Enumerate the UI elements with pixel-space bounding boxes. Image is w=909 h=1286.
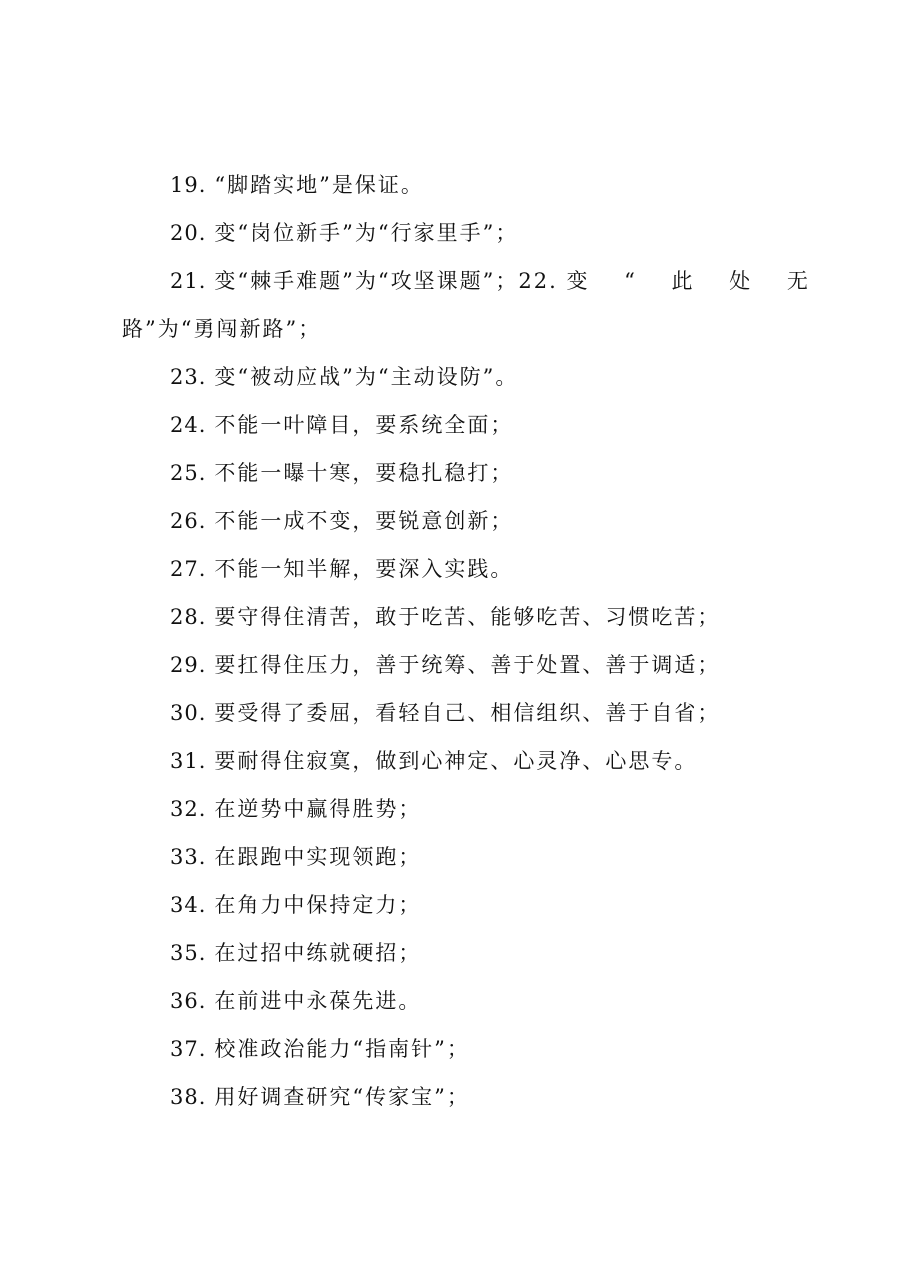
item-text: 在角力中保持定力；	[214, 893, 422, 917]
item-number: 26.	[170, 509, 207, 533]
list-item-38	[170, 1082, 470, 1112]
list-item-23	[170, 362, 518, 392]
list-item-37	[170, 1034, 470, 1064]
item-number: 35.	[170, 941, 207, 965]
list-item-28	[170, 602, 720, 632]
item-text: 要耐得住寂寞，做到心神定、心灵净、心思专。	[214, 749, 698, 773]
item-number: 25.	[170, 461, 207, 485]
item-number: 23.	[170, 365, 207, 389]
list-item-19	[170, 170, 424, 200]
item-text: 变“岗位新手”为“行家里手”；	[214, 221, 519, 245]
item-text: 变“棘手难题”为“攻坚课题”；22.	[214, 269, 558, 293]
item-text: 不能一成不变，要锐意创新；	[214, 509, 514, 533]
list-item-30	[170, 698, 720, 728]
list-item-26	[170, 506, 513, 536]
item-text: 校准政治能力“指南针”；	[214, 1037, 470, 1061]
item-text: 不能一叶障目，要系统全面；	[214, 413, 514, 437]
item-number: 37.	[170, 1037, 207, 1061]
item-text-tail: 变 “ 此 处 无	[566, 269, 823, 293]
list-item-24	[170, 410, 513, 440]
item-number: 32.	[170, 797, 207, 821]
list-item-32	[170, 794, 421, 824]
item-number: 27.	[170, 557, 207, 581]
list-item-31	[170, 746, 697, 776]
item-number: 24.	[170, 413, 207, 437]
item-text: 要扛得住压力，善于统筹、善于处置、善于调适；	[214, 653, 721, 677]
item-number: 19.	[170, 173, 207, 197]
item-text: 要守得住清苦，敢于吃苦、能够吃苦、习惯吃苦；	[214, 605, 721, 629]
list-item-22-continuation	[122, 314, 321, 344]
list-item-36	[170, 986, 421, 1016]
item-number: 20.	[170, 221, 207, 245]
item-text: 用好调查研究“传家宝”；	[214, 1085, 470, 1109]
item-text: 在前进中永葆先进。	[214, 989, 422, 1013]
item-number: 36.	[170, 989, 207, 1013]
item-number: 28.	[170, 605, 207, 629]
item-text: “脚踏实地”是保证。	[214, 173, 424, 197]
list-item-33	[170, 842, 421, 872]
item-number: 38.	[170, 1085, 207, 1109]
item-text: 要受得了委屈，看轻自己、相信组织、善于自省；	[214, 701, 721, 725]
item-number: 31.	[170, 749, 207, 773]
item-text: 不能一知半解，要深入实践。	[214, 557, 514, 581]
item-text: 路”为“勇闯新路”；	[122, 317, 322, 341]
item-number: 29.	[170, 653, 207, 677]
list-item-27	[170, 554, 513, 584]
list-item-34	[170, 890, 421, 920]
list-item-21	[170, 266, 823, 296]
list-item-20	[170, 218, 518, 248]
item-text: 不能一曝十寒，要稳扎稳打；	[214, 461, 514, 485]
item-text: 在过招中练就硬招；	[214, 941, 422, 965]
list-item-35	[170, 938, 421, 968]
list-item-29	[170, 650, 720, 680]
item-number: 21.	[170, 269, 207, 293]
item-number: 34.	[170, 893, 207, 917]
item-number: 33.	[170, 845, 207, 869]
item-text: 在逆势中赢得胜势；	[214, 797, 422, 821]
list-item-25	[170, 458, 513, 488]
item-number: 30.	[170, 701, 207, 725]
item-text: 变“被动应战”为“主动设防”。	[214, 365, 519, 389]
item-text: 在跟跑中实现领跑；	[214, 845, 422, 869]
